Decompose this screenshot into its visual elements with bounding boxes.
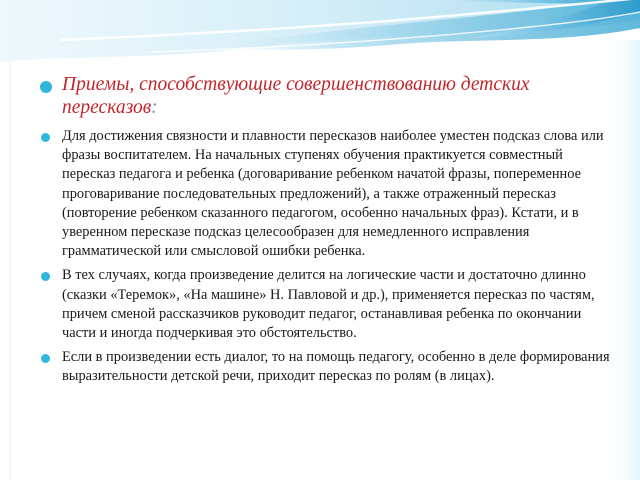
paragraph-parts: В тех случаях, когда произведение делится на логические части и достаточно длинно (сказки «Теремок», «На машине» Н. Павловой и др.), применяется пересказ по частям, причем сменой рассказчиков руководит педагог, останавливая ребенка по окончании части и иногда подчеркивая это обстоятельство. [62,267,595,342]
list-item [40,348,615,386]
slide-content [40,73,615,392]
list-item [40,266,615,343]
slide-heading [62,73,615,119]
paragraph-prompting: Для достижения связности и плавности пересказов наиболее уместен подсказ слова или фразы воспитателем. На начальных ступенях обучения практикуется совместный пересказ педагога и ребенка (договаривание ребенком начатой фразы, попеременное проговаривание последовательных предложений), а также отраженный пересказ (повторение ребенком сказанного педагогом, особенно начальных фраз). Кстати, и в уверенном пересказе подсказ целесообразен для немедленного исправления грамматической или смысловой ошибки ребенка. [62,128,604,260]
bullet-icon [40,81,52,93]
bullet-icon [41,133,50,142]
heading-text: Приемы, способствующие совершенствованию детских пересказов [62,74,530,118]
heading-item [40,73,615,119]
bullet-icon [41,354,50,363]
heading-colon: : [151,97,158,118]
paragraph-roles: Если в произведении есть диалог, то на помощь педагогу, особенно в деле формирования выразительности детской речи, приходит пересказ по ролям (в лицах). [62,349,610,385]
bullet-icon [41,272,50,281]
list-item [40,127,615,261]
